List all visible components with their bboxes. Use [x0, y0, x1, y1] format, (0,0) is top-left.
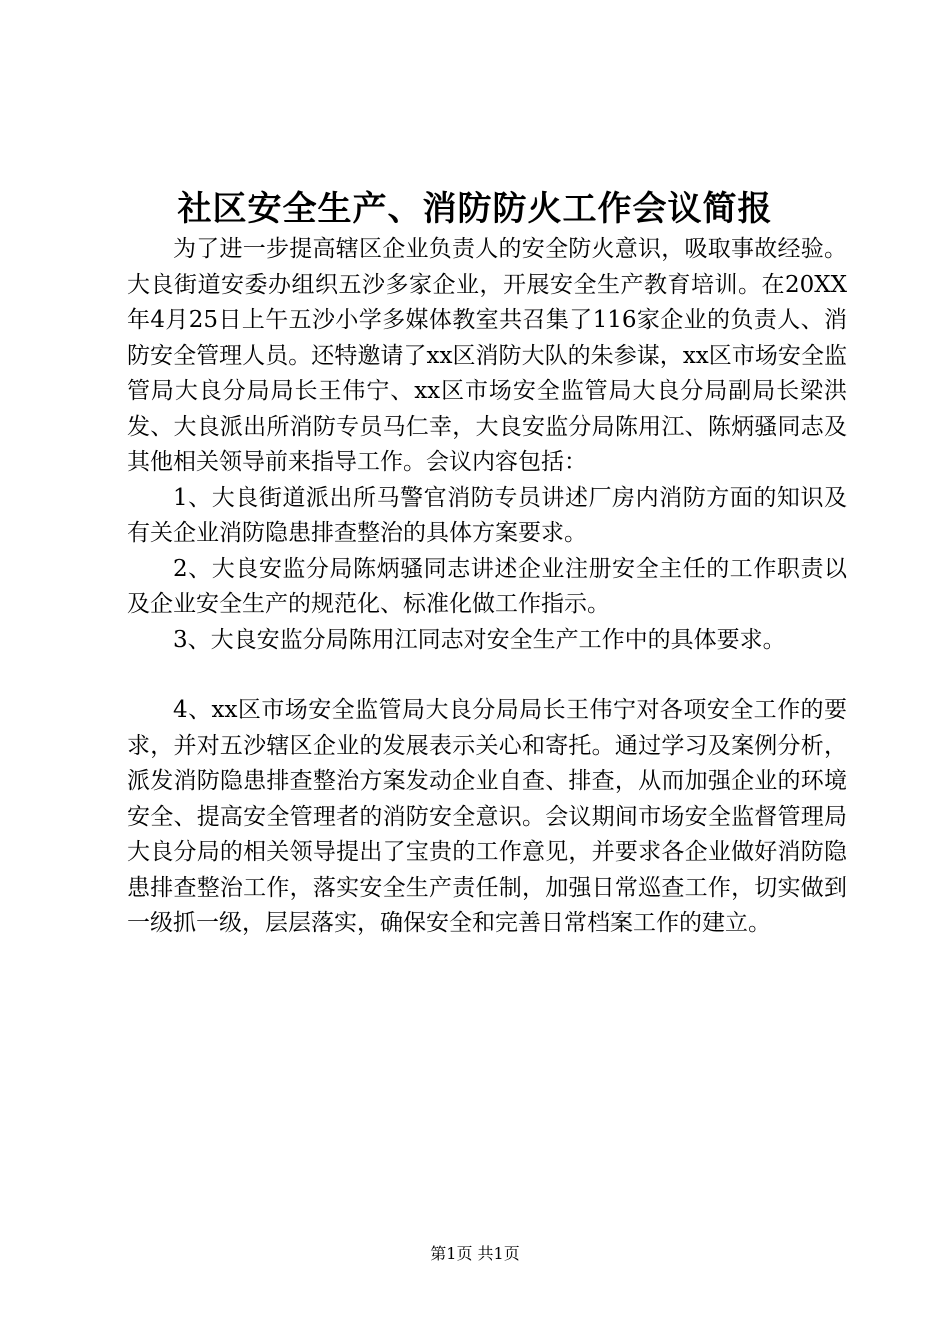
paragraph-item-1: 1、大良街道派出所马警官消防专员讲述厂房内消防方面的知识及有关企业消防隐患排查整治的具体方案要求。	[127, 484, 847, 546]
paragraph-item-4: 4、xx区市场安全监管局大良分局局长王伟宁对各项安全工作的要求，并对五沙辖区企业的发展表示关心和寄托。通过学习及案例分析，派发消防隐患排查整治方案发动企业自查、排查，从而加强企业的环境安全、提高安全管理者的消防安全意识。会议期间市场安全监督管理局大良分局的相关领导提出了宝贵的工作意见，并要求各企业做好消防隐患排查整治工作，落实安全生产责任制，加强日常巡查工作，切实做到一级抓一级，层层落实，确保安全和完善日常档案工作的建立。	[127, 697, 847, 936]
paragraph-item-3: 3、大良安监分局陈用江同志对安全生产工作中的具体要求。	[173, 626, 786, 653]
document-title: 社区安全生产、消防防火工作会议简报	[177, 189, 773, 229]
paragraph-item-2: 2、大良安监分局陈炳骚同志讲述企业注册安全主任的工作职责以及企业安全生产的规范化、标准化做工作指示。	[127, 555, 847, 617]
paragraph-intro: 为了进一步提高辖区企业负责人的安全防火意识，吸取事故经验。大良街道安委办组织五沙多家企业，开展安全生产教育培训。在20XX年4月25日上午五沙小学多媒体教室共召集了116家企业的负责人、消防安全管理人员。还特邀请了xx区消防大队的朱参谋，xx区市场安全监管局大良分局局长王伟宁、xx区市场安全监管局大良分局副局长梁洪发、大良派出所消防专员马仁幸，大良安监分局陈用江、陈炳骚同志及其他相关领导前来指导工作。会议内容包括：	[127, 236, 847, 475]
document-body	[127, 232, 847, 942]
page-number-footer: 第1页 共1页	[430, 1244, 520, 1263]
